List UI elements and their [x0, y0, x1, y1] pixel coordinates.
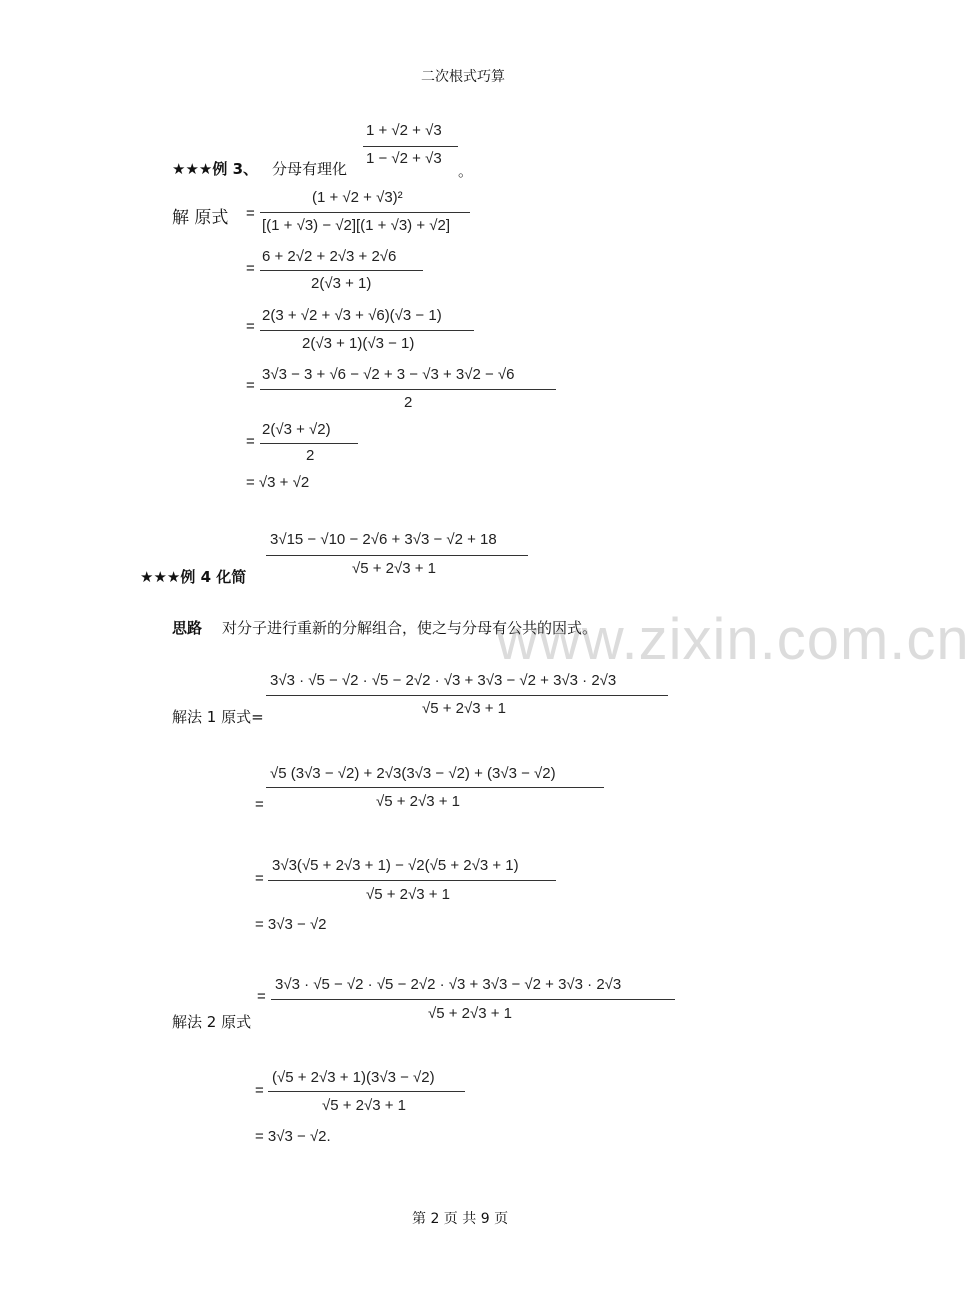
- fraction-bar: [260, 212, 470, 213]
- equals-sign: =: [246, 318, 255, 335]
- fraction-bar: [268, 1091, 465, 1092]
- step-numerator: 3√3 · √5 − √2 · √5 − 2√2 · √3 + 3√3 − √2 + 3√3 · 2√3: [275, 976, 622, 993]
- fraction-bar: [268, 880, 556, 881]
- step-denominator: √5 + 2√3 + 1: [366, 886, 451, 903]
- equals-sign: =: [257, 988, 266, 1005]
- step-numerator: 3√3 · √5 − √2 · √5 − 2√2 · √3 + 3√3 − √2 + 3√3 · 2√3: [270, 672, 617, 689]
- fraction-bar: [266, 787, 604, 788]
- fraction-bar: [260, 270, 423, 271]
- step-numerator: 6 + 2√2 + 2√3 + 2√6: [262, 248, 397, 265]
- step-denominator: √5 + 2√3 + 1: [376, 793, 461, 810]
- step-numerator: 2(√3 + √2): [262, 421, 331, 438]
- example-3-expr-numerator: 1 + √2 + √3: [366, 122, 442, 139]
- step-numerator: 3√3 − 3 + √6 − √2 + 3 − √3 + 3√2 − √6: [262, 366, 515, 383]
- fraction-bar: [260, 330, 474, 331]
- page-header: 二次根式巧算: [421, 69, 505, 85]
- page-footer: 第 2 页 共 9 页: [412, 1211, 509, 1227]
- period: 。: [458, 162, 474, 180]
- equals-sign: =: [255, 870, 264, 887]
- fraction-bar: [260, 443, 358, 444]
- equals-sign: =: [246, 433, 255, 450]
- method-2-label: 解法 2 原式: [172, 1013, 252, 1031]
- idea-text: 对分子进行重新的分解组合，使之与分母有公共的因式。: [222, 619, 598, 637]
- watermark: www.zixin.com.cn: [496, 607, 970, 672]
- step-denominator: √5 + 2√3 + 1: [428, 1005, 513, 1022]
- fraction-bar: [363, 146, 458, 147]
- fraction-bar: [266, 555, 528, 556]
- solution-label: 解 原式: [172, 208, 229, 228]
- step-numerator: 2(3 + √2 + √3 + √6)(√3 − 1): [262, 307, 442, 324]
- example-4-label: ★★★例 4 化简: [140, 568, 247, 586]
- step-numerator: 3√3(√5 + 2√3 + 1) − √2(√5 + 2√3 + 1): [272, 857, 519, 874]
- step-denominator: √5 + 2√3 + 1: [322, 1097, 407, 1114]
- example-3-label: ★★★例 3、: [172, 160, 259, 178]
- equals-sign: =: [246, 377, 255, 394]
- step-denominator: 2: [306, 447, 315, 464]
- step-denominator: √5 + 2√3 + 1: [422, 700, 507, 717]
- equals-sign: =: [246, 260, 255, 277]
- example-3-result: = √3 + √2: [246, 474, 310, 491]
- step-denominator: [(1 + √3) − √2][(1 + √3) + √2]: [262, 217, 451, 234]
- equals-sign: =: [246, 205, 255, 222]
- method-1-label: 解法 1 原式=: [172, 708, 264, 726]
- method-2-result: = 3√3 − √2.: [255, 1128, 331, 1145]
- fraction-bar: [260, 389, 556, 390]
- equals-sign: =: [255, 1082, 264, 1099]
- method-1-result: = 3√3 − √2: [255, 916, 327, 933]
- example-4-expr-numerator: 3√15 − √10 − 2√6 + 3√3 − √2 + 18: [270, 531, 497, 548]
- idea-label: 思路: [172, 619, 203, 637]
- equals-sign: =: [255, 796, 264, 813]
- step-denominator: 2(√3 + 1): [311, 275, 372, 292]
- fraction-bar: [271, 999, 675, 1000]
- step-numerator: (√5 + 2√3 + 1)(3√3 − √2): [272, 1069, 435, 1086]
- step-numerator: (1 + √2 + √3)²: [312, 189, 403, 206]
- step-numerator: √5 (3√3 − √2) + 2√3(3√3 − √2) + (3√3 − √2): [270, 765, 556, 782]
- example-3-expr-denominator: 1 − √2 + √3: [366, 150, 442, 167]
- example-3-instruction: 分母有理化: [272, 160, 348, 178]
- step-denominator: 2: [404, 394, 413, 411]
- fraction-bar: [266, 695, 668, 696]
- example-4-expr-denominator: √5 + 2√3 + 1: [352, 560, 437, 577]
- step-denominator: 2(√3 + 1)(√3 − 1): [302, 335, 415, 352]
